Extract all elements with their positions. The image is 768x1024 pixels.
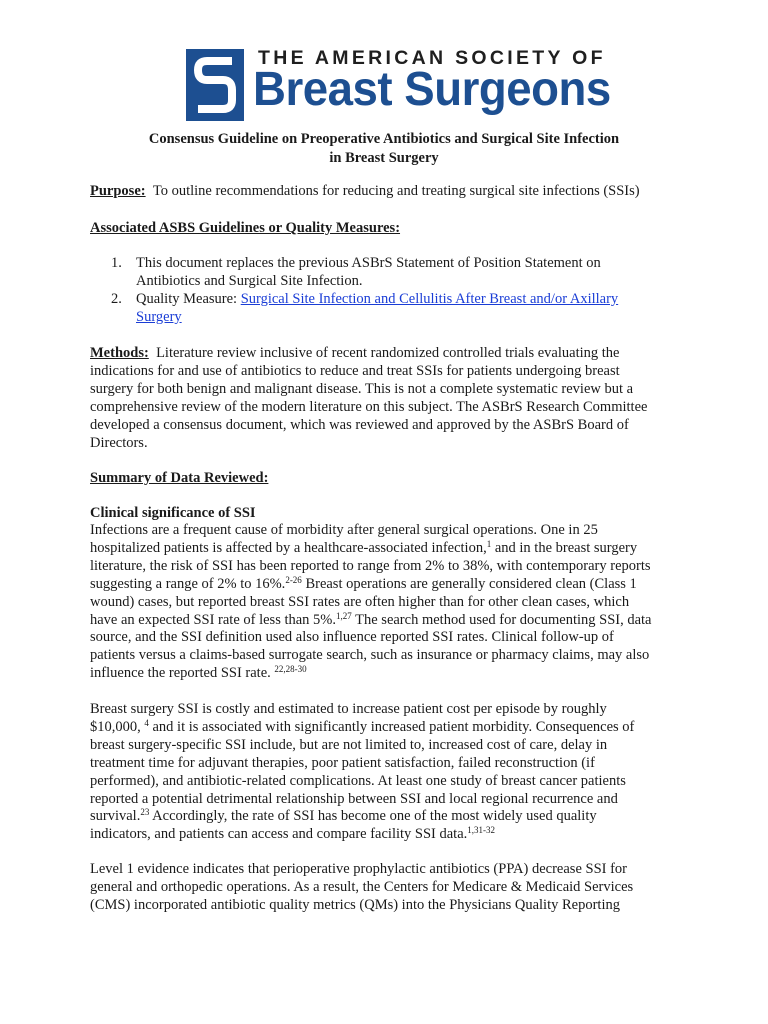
clinical-text: have an expected SSI rate of less than 5%. xyxy=(90,611,337,628)
clinical-line: wound) cases, but reported breast SSI rates are often higher than for other clean cases, which xyxy=(90,593,630,610)
quality-measure-link[interactable]: Surgical Site Infection and Cellulitis After Breast and/or Axillary xyxy=(240,291,619,307)
clinical-heading: Clinical significance of SSI xyxy=(90,505,256,521)
cost-line: reported a potential detrimental relationship between SSI and local regional recurrence and xyxy=(90,790,618,807)
cost-line: breast surgery-specific SSI include, but are not limited to, increased cost of care, delay in xyxy=(90,736,608,753)
citation: 23 xyxy=(140,807,150,818)
cost-text: $10,000, xyxy=(90,718,145,735)
evidence-paragraph xyxy=(90,861,690,915)
associated-heading: Associated ASBS Guidelines or Quality Measures: xyxy=(90,220,401,236)
logo-main-line: Breast Surgeons xyxy=(253,63,611,116)
clinical-text: Breast operations are generally considered clean (Class 1 xyxy=(301,575,637,592)
purpose-paragraph xyxy=(90,183,690,201)
methods-paragraph xyxy=(90,345,690,452)
evidence-line: general and orthopedic operations. As a result, the Centers for Medicare & Medicaid Services xyxy=(90,878,634,895)
clinical-text: The search method used for documenting SSI, data xyxy=(351,611,652,628)
evidence-line: Level 1 evidence indicates that perioperative prophylactic antibiotics (PPA) decrease SSI for xyxy=(90,861,627,877)
cost-text: Accordingly, the rate of SSI has become one of the most widely used quality xyxy=(149,808,597,825)
clinical-line: patients versus a claims-based surrogate search, such as insurance or pharmacy claims, may also xyxy=(90,647,650,664)
methods-line: developed a consensus document, which was reviewed and approved by the ASBrS Board of xyxy=(90,416,629,433)
document-title-line-1: Consensus Guideline on Preoperative Antibiotics and Surgical Site Infection xyxy=(148,131,620,147)
clinical-line: Infections are a frequent cause of morbidity after general surgical operations. One in 25 xyxy=(90,522,598,538)
list-item-1-line-1: This document replaces the previous ASBrS Statement of Position Statement on xyxy=(136,255,601,271)
citation: 1 xyxy=(486,538,492,549)
cost-line: performed), and antibiotic-related complications. At least one study of breast cancer patients xyxy=(90,772,626,789)
document-title-line-2: in Breast Surgery xyxy=(329,150,439,166)
summary-heading: Summary of Data Reviewed: xyxy=(90,470,269,486)
purpose-label: Purpose: xyxy=(90,183,146,199)
cost-paragraph xyxy=(90,701,690,844)
purpose-text: To outline recommendations for reducing and treating surgical site infections (SSIs) xyxy=(152,183,640,199)
clinical-line: source, and the SSI definition used also influence reported SSI rates. Clinical follow-up of xyxy=(90,629,614,646)
cost-text: indicators, and patients can access and compare facility SSI data. xyxy=(90,826,468,843)
cost-line: Breast surgery SSI is costly and estimated to increase patient cost per episode by roughly xyxy=(90,701,607,717)
clinical-line: literature, the risk of SSI has been reported to range from 2% to 38%, with contemporary reports xyxy=(90,557,651,574)
cost-text: and it is associated with significantly increased patient morbidity. Consequences of xyxy=(148,718,635,735)
list-item-1-line-2: Antibiotics and Surgical Site Infection. xyxy=(136,272,363,289)
citation: 2-26 xyxy=(285,574,302,585)
methods-label: Methods: xyxy=(90,345,149,361)
quality-measure-link-continued[interactable]: Surgery xyxy=(136,308,182,325)
citation: 1,31-32 xyxy=(467,825,496,836)
list-item-number: 2. xyxy=(111,291,122,307)
list-item-number: 1. xyxy=(111,255,122,271)
methods-line: indications for and use of antibiotics to reduce and treat SSIs for patients undergoing breast xyxy=(90,362,620,379)
cost-line: treatment time for adjuvant therapies, poor patient satisfaction, failed reconstruction (if xyxy=(90,754,595,771)
methods-line: Literature review inclusive of recent randomized controlled trials evaluating the xyxy=(156,345,620,361)
logo-top-line: THE AMERICAN SOCIETY OF xyxy=(258,47,606,69)
cost-text: survival. xyxy=(90,808,141,825)
asbrs-s-logo-icon xyxy=(186,49,244,121)
clinical-text: influence the reported SSI rate. xyxy=(90,665,275,682)
evidence-line: (CMS) incorporated antibiotic quality metrics (QMs) into the Physicians Quality Reporting xyxy=(90,896,620,913)
citation: 4 xyxy=(144,717,149,728)
clinical-paragraph xyxy=(90,522,690,683)
methods-line: surgery for both benign and malignant disease. This is not a complete systematic review but a xyxy=(90,380,634,397)
methods-line: Directors. xyxy=(90,434,148,451)
citation: 1,27 xyxy=(336,610,352,621)
clinical-text: and in the breast surgery xyxy=(491,539,638,556)
citation: 22,28-30 xyxy=(274,664,307,675)
asbrs-logo xyxy=(186,46,611,122)
clinical-text: suggesting a range of 2% to 16%. xyxy=(90,575,286,592)
quality-measure-prefix: Quality Measure: xyxy=(136,291,241,307)
clinical-text: hospitalized patients is affected by a healthcare-associated infection, xyxy=(90,539,487,556)
methods-line: comprehensive review of the modern literature on this subject. The ASBrS Research Committee xyxy=(90,398,648,415)
